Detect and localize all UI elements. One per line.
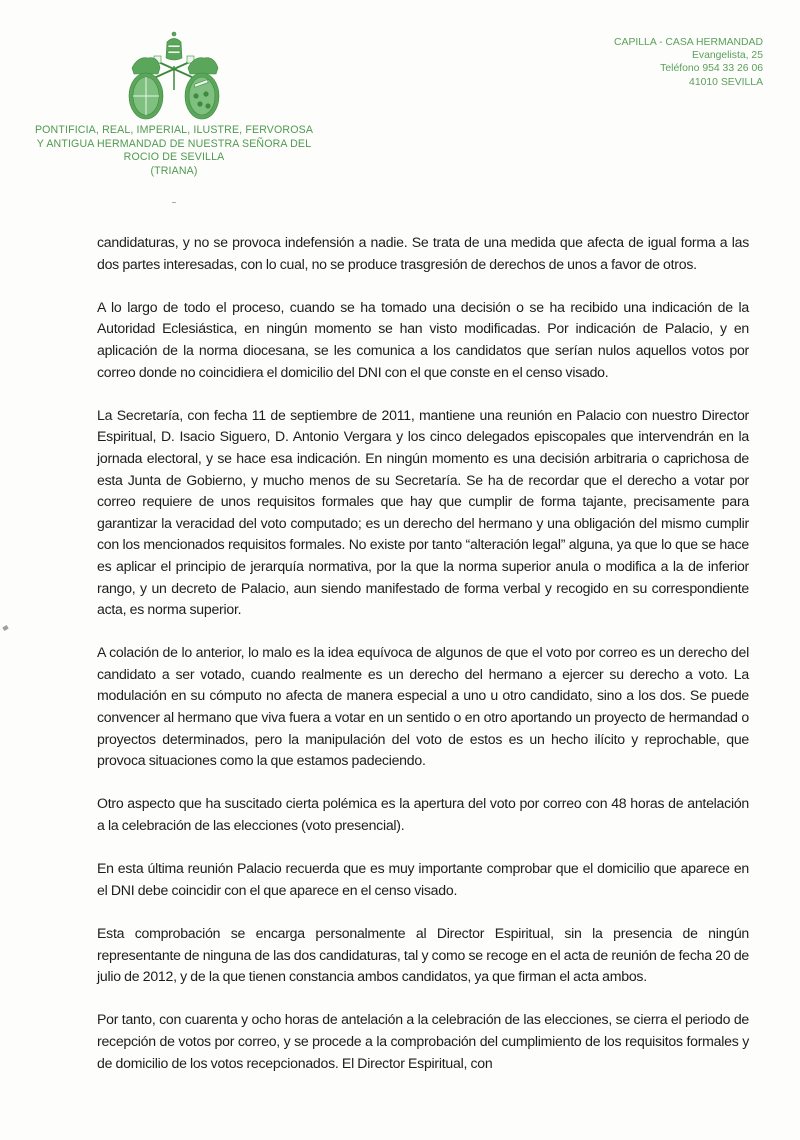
brotherhood-name-line: PONTIFICIA, REAL, IMPERIAL, ILUSTRE, FERVOROSA [34, 124, 314, 136]
body-paragraph: Otro aspecto que ha suscitado cierta polémica es la apertura del voto por correo con 48 horas de antelación a la celebración de las elecciones (voto presencial). [97, 795, 749, 834]
body-paragraph: En esta última reunión Palacio recuerda que es muy importante comprobar que el domicilio que aparece en el DNI debe coincidir con el que aparece en el censo visado. [97, 860, 749, 898]
brotherhood-name-line: ROCIO DE SEVILLA [123, 151, 225, 164]
body-paragraph: A colación de lo anterior, lo malo es la idea equívoca de algunos de que el voto por correo es un derecho del candidato a ser votado, cuando realmente es un derecho del hermano a ejercer su derecho a voto. La modulación en su cómputo no afecta de manera especial a uno u otro candidato, sino a los dos. Se puede convencer al hermano que viva fuera a votar en un sentido o en otro aportando un proyecto de hermandad o proyectos determinados, pero la manipulación del voto de estos es un hecho ilícito y reprochable, que provoca situaciones como la que estamos padeciendo. [97, 644, 749, 769]
body-paragraph: Por tanto, con cuarenta y ocho horas de antelación a la celebración de las elecciones, se cierra el periodo de recepción de votos por correo, y se procede a la comprobación del cumplimiento de los requisitos formales y de domicilio de los votos recepcionados. El Director Espiritual, con [97, 1011, 749, 1071]
address-phone: Teléfono 954 33 26 06 [660, 63, 763, 75]
address-street: Evangelista, 25 [691, 50, 763, 62]
scan-speck [172, 202, 176, 203]
letter-body [97, 232, 749, 1096]
body-paragraph: La Secretaría, con fecha 11 de septiembre de 2011, mantiene una reunión en Palacio con nuestro Director Espiritual, D. Isacio Siguero, D. Antonio Vergara y los cinco delegados episcopales que intervendrán en la jornada electoral, y se hace esa indicación. En ningún momento es una decisión arbitraria o caprichosa de esta Junta de Gobierno, y mucho menos de su Secretaría. Se ha de recordar que el derecho a votar por correo requiere de unos requisitos formales que hay que cumplir de forma tajante, precisamente para garantizar la veracidad del voto computado; es un derecho del hermano y una obligación del mismo cumplir con los mencionados requisitos formales. No existe por tanto “alteración legal” alguna, ya que lo que se hace es aplicar el principio de jerarquía normativa, por la que la norma superior anula o modifica a la de inferior rango, y un decreto de Palacio, aun siendo manifestado de forma verbal y recogido en su correspondiente acta, es norma superior. [97, 406, 749, 618]
body-paragraph: candidaturas, y no se provoca indefensión a nadie. Se trata de una medida que afecta de igual forma a las dos partes interesadas, con lo cual, no se produce trasgresión de derechos de unos a favor de otros. [97, 234, 749, 272]
body-paragraph: A lo largo de todo el proceso, cuando se ha tomado una decisión o se ha recibido una indicación de la Autoridad Eclesiástica, en ningún momento se han visto modificadas. Por indicación de Palacio, y en aplicación de la norma diocesana, se les comunica a los candidatos que serían nulos aquellos votos por correo donde no coincidiera el domicilio del DNI con el que conste en el censo visado. [97, 298, 749, 380]
address-city: 41010 SEVILLA [689, 76, 763, 88]
heraldic-crest-icon [124, 30, 224, 120]
scan-mark [2, 625, 8, 631]
address-title: CAPILLA - CASA HERMANDAD [614, 37, 763, 48]
brotherhood-name-line: Y ANTIGUA HERMANDAD DE NUESTRA SEÑORA DEL [36, 137, 312, 150]
brotherhood-name-line: (TRIANA) [150, 164, 198, 177]
address-block [614, 36, 763, 89]
body-paragraph: Esta comprobación se encarga personalmente al Director Espiritual, sin la presencia de ningún representante de ninguna de las dos candidaturas, tal y como se recoge en el acta de reunión de fecha 20 de julio de 2012, y de la que tienen constancia ambos candidatos, ya que firman el acta ambos. [97, 925, 749, 985]
brotherhood-name [28, 124, 320, 178]
